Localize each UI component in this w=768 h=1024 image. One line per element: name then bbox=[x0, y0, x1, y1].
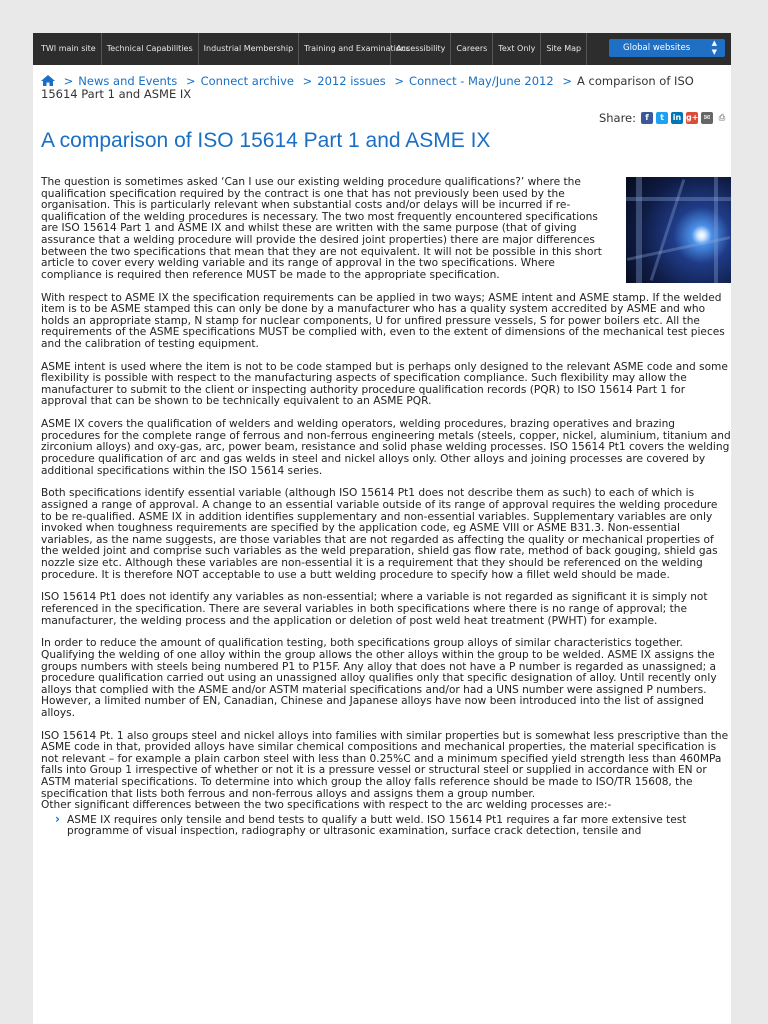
breadcrumb-separator: > bbox=[394, 74, 405, 88]
nav-twi-main-site[interactable]: TWI main site bbox=[33, 33, 102, 65]
differences-list bbox=[41, 815, 731, 838]
global-websites-label: Global websites bbox=[623, 43, 691, 53]
linkedin-icon[interactable]: in bbox=[672, 113, 682, 122]
global-websites-select[interactable] bbox=[609, 39, 725, 57]
page-title: A comparison of ISO 15614 Part 1 and ASME IX bbox=[41, 129, 491, 152]
breadcrumb-current: A comparison of ISO 15614 Part 1 and ASME IX bbox=[41, 74, 694, 101]
top-navigation bbox=[33, 33, 731, 65]
paragraph: ASME intent is used where the item is not to be code stamped but is perhaps only designed to the relevant ASME code and some flexibility is possible with respect to the manufacturing aspects of specification compliance. Such flexibility may allow the manufacturer to submit to the client or inspecting authority procedure qualification records (PQR) to ISO 15614 Part 1 for approval that can be shown to be technically equivalent to an ASME PQR. bbox=[41, 360, 728, 408]
welding-photo bbox=[626, 177, 731, 283]
nav-text-only[interactable]: Text Only bbox=[493, 33, 541, 65]
share-label: Share: bbox=[598, 111, 636, 125]
nav-careers[interactable]: Careers bbox=[451, 33, 493, 65]
breadcrumb-2012-issues[interactable]: 2012 issues bbox=[317, 74, 386, 88]
paragraph: In order to reduce the amount of qualification testing, both specifications group alloys of similar characteristics together. Qualifying the welding of one alloy within the group allows the other alloys within the group to be welded. ASME IX assigns the groups numbers with steels being numbered P1 to P15F. Any alloy that does not have a P number is regarded as unassigned; a procedure qualification carried out using an unassigned alloy qualifies only that specific designation of alloy. Until recently only alloys that complied with the ASME and/or ASTM material specifications and/or had a UNS number were assigned P numbers. However, a limited number of EN, Canadian, Chinese and Japanese alloys have now been introduced into the list of assigned alloys. bbox=[41, 637, 717, 719]
article-body bbox=[41, 177, 731, 838]
home-icon[interactable] bbox=[41, 75, 55, 86]
breadcrumb-separator: > bbox=[185, 74, 196, 88]
paragraph: ASME IX covers the qualification of welders and welding operators, welding procedures, brazing operatives and brazing procedures for the complete range of ferrous and non-ferrous engineering metals (steels, copper, nickel, aluminium, titanium and zirconium alloys) and oxy-gas, arc, power beam, resistance and solid phase welding processes. ISO 15614 Pt1 covers the welding procedure qualification of arc and gas welds in steel and nickel alloys only. Other alloys and joining processes are covered by additional specifications within the ISO 15614 series. bbox=[41, 418, 731, 477]
paragraph: Both specifications identify essential variable (although ISO 15614 Pt1 does not describe them as such) to each of which is assigned a range of approval. A change to an essential variable outside of its range of approval requires the welding procedure to be re-qualified. ASME IX in addition identifies supplementary and non-essential variables. Supplementary variables are only invoked when toughness requirements are specified by the application code, eg ASME VIII or ASME B31.3. Non-essential variables, as the name suggests, are those variables that are not regarded as affecting the quality or mechanical properties of the welded joint and comprise such variables as the weld preparation, shield gas flow rate, method of back gouging, shield gas nozzle size etc. Although these variables are non-essential it is a requirement that they should be referenced on the welding procedure. It is therefore NOT acceptable to use a butt welding procedure to specify how a fillet weld should be made. bbox=[41, 487, 718, 581]
breadcrumb-news-and-events[interactable]: News and Events bbox=[78, 74, 178, 88]
breadcrumb-connect-archive[interactable]: Connect archive bbox=[200, 74, 294, 88]
facebook-icon[interactable]: f bbox=[641, 112, 653, 124]
breadcrumb-separator: > bbox=[302, 74, 313, 88]
nav-technical-capabilities[interactable]: Technical Capabilities bbox=[102, 33, 199, 65]
breadcrumb-separator: > bbox=[63, 74, 74, 88]
paragraph: With respect to ASME IX the specification requirements can be applied in two ways; ASME intent and ASME stamp. If the welded item is to be ASME stamped this can only be done by a manufacturer who has a quality system accredited by ASME and who holds an appropriate stamp, N stamp for nuclear components, U for unfired pressure vessels, S for power boilers etc. All the requirements of the ASME specifications MUST be complied with, even to the extent of dimensions of the mechanical test pieces and the calibration of testing equipment. bbox=[41, 291, 725, 350]
breadcrumb-connect-may-june-2012[interactable]: Connect - May/June 2012 bbox=[409, 74, 554, 88]
paragraph-lead-in: Other significant differences between the two specifications with respect to the arc welding processes are:- bbox=[41, 799, 612, 812]
page bbox=[33, 33, 731, 1024]
nav-site-map[interactable]: Site Map bbox=[541, 33, 587, 65]
email-icon[interactable]: ✉ bbox=[701, 112, 713, 124]
print-icon[interactable]: ⎙ bbox=[716, 112, 728, 124]
twitter-icon[interactable]: t bbox=[656, 112, 668, 124]
paragraph: ISO 15614 Pt. 1 also groups steel and nickel alloys into families with similar properties but is somewhat less prescriptive than the ASME code in that, provided alloys have similar chemical compositions and mechanical properties, the material specification is not relevant – for example a plain carbon steel with less than 0.25%C and a minimum specified yield strength less than 460MPa falls into Group 1 irrespective of whether or not it is a pressure vessel or structural steel or supplied in accordance with EN or ASTM material specifications. To determine into which group the alloy falls reference should be made to ISO/TR 15608, the specification that lists both ferrous and non-ferrous alloys and assigns them a group number. bbox=[41, 729, 729, 800]
nav-accessibility[interactable]: Accessibility bbox=[391, 33, 451, 65]
up-down-arrows-icon: ▲ ▼ bbox=[711, 39, 717, 56]
nav-industrial-membership[interactable]: Industrial Membership bbox=[199, 33, 300, 65]
nav-training-and-examinations[interactable]: Training and Examinations bbox=[299, 33, 391, 65]
googleplus-icon[interactable]: g+ bbox=[686, 113, 699, 122]
breadcrumb bbox=[41, 75, 716, 100]
share-bar bbox=[599, 111, 731, 125]
paragraph: ISO 15614 Pt1 does not identify any variables as non-essential; where a variable is not regarded as significant it is simply not referenced in the specification. There are several variables in both specifications where there is no range of approval; the manufacturer, the welding process and the application or deletion of post weld heat treatment (PWHT) for example. bbox=[41, 591, 708, 627]
list-item: › ASME IX requires only tensile and bend tests to qualify a butt weld. ISO 15614 Pt1 requires a far more extensive test programme of visual inspection, radiography or ultrasonic examination, surface crack detection, tensile and bbox=[67, 815, 731, 838]
breadcrumb-separator: > bbox=[562, 74, 572, 88]
paragraph: The question is sometimes asked ‘Can I use our existing welding procedure qualifications?’ where the qualification specification required by the contract is one that has not previously been used by the organisation. This is particularly relevant when substantial costs and/or delays will be incurred if re-qualification of the welding procedures is necessary. The two most frequently encountered specifications are ISO 15614 Part 1 and ASME IX and whilst these are written with the same purpose (that of giving assurance that a welding procedure will provide the desired joint properties) there are major differences between the two specifications that mean that they are not equivalent. It will not be possible in this short article to cover every welding variable and its range of approval in the two specifications. Where compliance is required then reference MUST be made to the appropriate specification. bbox=[41, 176, 602, 281]
